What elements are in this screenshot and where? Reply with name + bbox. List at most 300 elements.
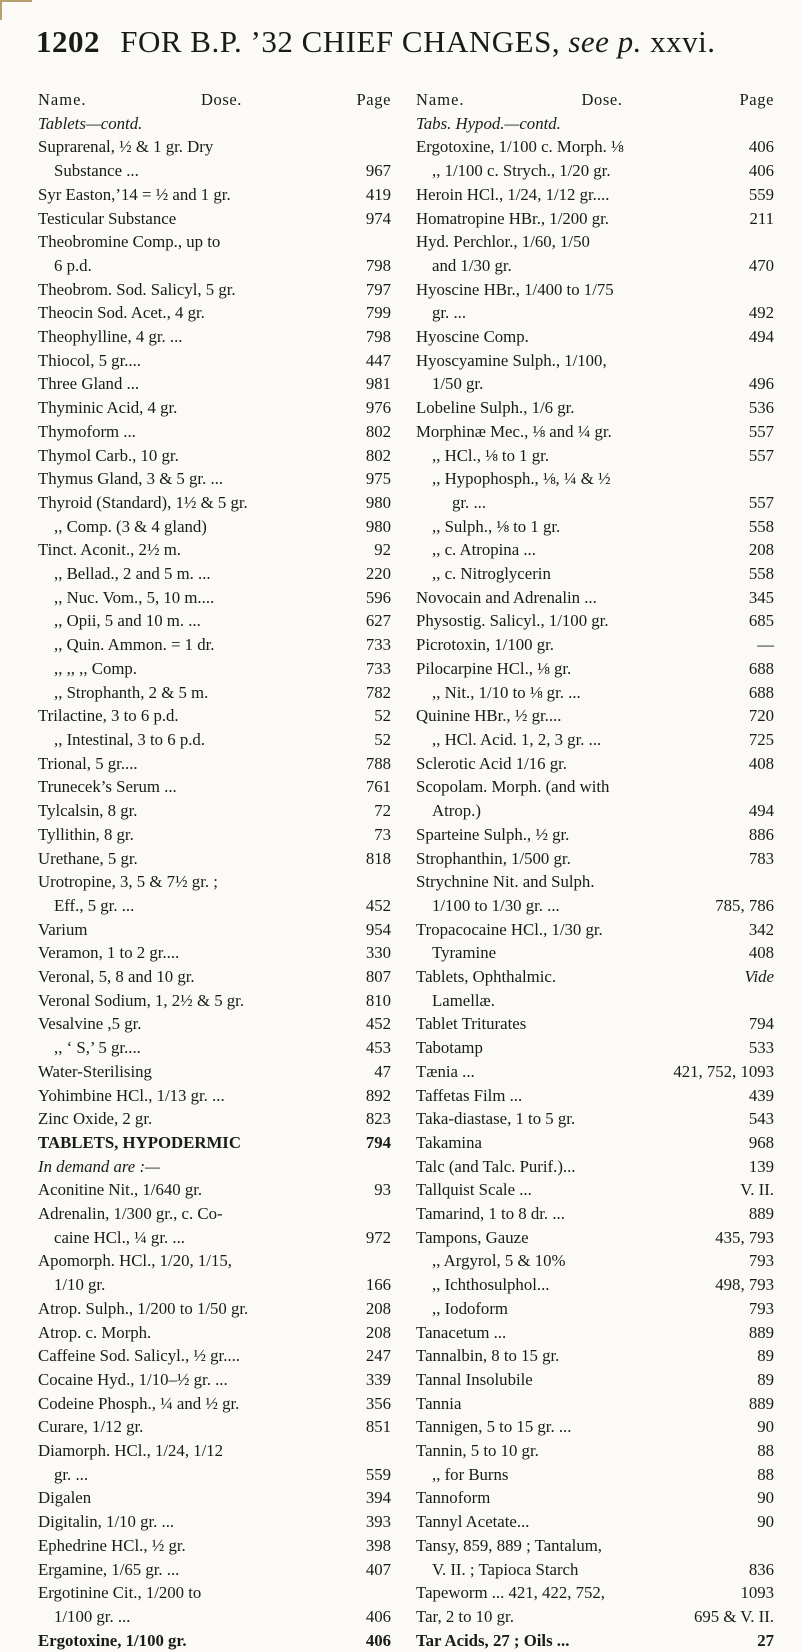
index-entry (416, 799, 774, 823)
index-entry (416, 467, 774, 491)
entry-text: Physostig. Salicyl., 1/100 gr. (416, 611, 609, 631)
index-entry (416, 989, 774, 1013)
index-entry (416, 775, 774, 799)
entry-text: Tannalbin, 8 to 15 gr. (416, 1346, 560, 1366)
index-entry (38, 586, 391, 610)
entry-leader (549, 444, 749, 468)
entry-text: gr. ... (432, 303, 467, 323)
entry-leader (138, 799, 375, 823)
entry-page: 419 (365, 184, 391, 204)
entry-page: 406 (748, 137, 774, 157)
index-entry (38, 1534, 391, 1558)
entry-page: 52 (374, 706, 391, 726)
entry-leader (211, 562, 366, 586)
entry-text: Strychnine Nit. and Sulph. (416, 872, 595, 892)
entry-text: ,, Nuc. Vom., 5, 10 m.... (54, 587, 215, 607)
entry-text: Taka-diastase, 1 to 5 gr. (416, 1109, 576, 1129)
entry-page: 339 (365, 1369, 391, 1389)
entry-leader (205, 301, 366, 325)
page-header (36, 24, 771, 60)
entry-text: Varium (38, 919, 88, 939)
entry-text: ,, Sulph., ⅛ to 1 gr. (432, 516, 561, 536)
entry-page: 89 (757, 1346, 774, 1366)
entry-leader (244, 989, 366, 1013)
entry-text: ,, for Burns (432, 1464, 509, 1484)
entry-leader (482, 1131, 749, 1155)
index-entry (416, 609, 774, 633)
entry-text: Hyd. Perchlor., 1/60, 1/50 (416, 232, 590, 252)
entry-leader (92, 254, 366, 278)
index-entry (38, 1249, 391, 1273)
entry-text: Trunecek’s Serum ... (38, 777, 177, 797)
entry-page: 72 (374, 801, 391, 821)
entry-text: Theocin Sod. Acet., 4 gr. (38, 303, 205, 323)
index-entry (38, 1155, 391, 1179)
entry-text: gr. ... (54, 1464, 89, 1484)
entry-leader (560, 515, 749, 539)
entry-leader (529, 325, 749, 349)
index-entry (416, 752, 774, 776)
entry-page: 166 (365, 1275, 391, 1295)
entry-page: 408 (748, 753, 774, 773)
entry-page: 851 (365, 1417, 391, 1437)
index-entry (38, 752, 391, 776)
entry-text: Adrenalin, 1/300 gr., c. Co- (38, 1204, 223, 1224)
entry-page: 972 (365, 1227, 391, 1247)
entry-text: Tar, 2 to 10 gr. (416, 1607, 514, 1626)
entry-text: 1/50 gr. (432, 374, 484, 394)
index-entry (416, 325, 774, 349)
entry-page: 533 (748, 1038, 774, 1058)
entry-page: 980 (365, 492, 391, 512)
entry-page: 453 (365, 1038, 391, 1058)
entry-text: Quinine HBr., ½ gr.... (416, 706, 562, 726)
entry-text: Diamorph. HCl., 1/24, 1/12 (38, 1441, 224, 1461)
entry-leader (214, 586, 366, 610)
entry-text: ,, c. Atropina ... (432, 540, 536, 560)
entry-text: Sparteine Sulph., ½ gr. (416, 824, 570, 844)
entry-text: Tablet Triturates (416, 1014, 527, 1034)
index-entry (38, 1368, 391, 1392)
entry-text: Veronal, 5, 8 and 10 gr. (38, 967, 195, 987)
entry-text: Homatropine HBr., 1/200 gr. (416, 208, 609, 228)
entry-leader (575, 1107, 749, 1131)
header-p: p. (617, 24, 642, 59)
entry-page: 543 (748, 1109, 774, 1129)
entry-text: Theobromine Comp., up to (38, 232, 221, 252)
entry-leader (138, 752, 366, 776)
entry-leader (208, 681, 366, 705)
index-entry (38, 396, 391, 420)
index-entry (416, 159, 774, 183)
entry-page: 421, 752, 1093 (673, 1061, 774, 1081)
entry-leader (136, 420, 366, 444)
entry-text: Atrop.) (432, 801, 481, 821)
entry-text: Vesalvine ,5 gr. (38, 1014, 142, 1034)
index-entry (38, 1178, 391, 1202)
entry-text: Ephedrine HCl., ½ gr. (38, 1535, 186, 1555)
entry-page: 974 (365, 208, 391, 228)
entry-leader (134, 823, 374, 847)
index-entry (38, 1084, 391, 1108)
index-entry (416, 491, 774, 515)
entry-text: Takamina (416, 1132, 482, 1152)
entry-page: 452 (365, 895, 391, 915)
entry-page: 73 (374, 824, 391, 844)
index-entry (38, 1629, 391, 1652)
index-entry (38, 1131, 391, 1155)
entry-page: 408 (748, 943, 774, 963)
entry-text: Tabs. Hypod.—contd. (416, 113, 561, 133)
entry-leader (185, 1226, 366, 1250)
entry-text: Apomorph. HCl., 1/20, 1/15, (38, 1251, 232, 1271)
index-entry (38, 1012, 391, 1036)
entry-leader (569, 1629, 757, 1652)
entry-text: Tannin, 5 to 10 gr. (416, 1441, 539, 1461)
entry-leader (88, 1463, 366, 1487)
entry-leader (508, 1297, 749, 1321)
entry-leader (565, 1202, 749, 1226)
entry-leader (87, 918, 365, 942)
entry-leader (486, 491, 749, 515)
entry-text: Tyramine (432, 943, 497, 963)
entry-leader (179, 704, 375, 728)
entry-page: 398 (365, 1535, 391, 1555)
page-number: 1202 (36, 24, 100, 59)
entry-text: Codeine Phosph., ¼ and ½ gr. (38, 1393, 240, 1413)
index-entry (38, 207, 391, 231)
entry-leader (248, 1297, 366, 1321)
index-entry (38, 823, 391, 847)
index-entry (38, 372, 391, 396)
index-entry (38, 704, 391, 728)
index-entry (416, 1131, 774, 1155)
entry-page: 886 (748, 824, 774, 844)
header-title: FOR B.P. ’32 CHIEF CHANGES, (120, 24, 561, 59)
entry-text: Ergamine, 1/65 gr. ... (38, 1559, 180, 1579)
index-entry (38, 657, 391, 681)
index-entry (416, 965, 774, 989)
entry-leader (205, 728, 374, 752)
entry-page: 823 (365, 1109, 391, 1129)
entry-leader (152, 1060, 374, 1084)
index-entry (38, 1344, 391, 1368)
entry-leader (201, 609, 366, 633)
index-entry (38, 159, 391, 183)
index-entry (38, 1060, 391, 1084)
index-entry (38, 1392, 391, 1416)
entry-text: ,, Ichthosulphol... (432, 1275, 550, 1295)
entry-text: Tropacocaine HCl., 1/30 gr. (416, 919, 603, 939)
entry-leader (576, 1155, 749, 1179)
entry-leader (611, 159, 749, 183)
entry-page: 498, 793 (715, 1275, 774, 1295)
index-entry (38, 515, 391, 539)
index-entry (38, 894, 391, 918)
header-ref: xxvi. (650, 24, 716, 59)
index-entry (38, 538, 391, 562)
entry-text: Thymoform ... (38, 421, 136, 441)
entry-text: Picrotoxin, 1/100 gr. (416, 635, 554, 655)
entry-page: 889 (748, 1204, 774, 1224)
index-entry (416, 1581, 774, 1605)
entry-leader (609, 609, 749, 633)
entry-page: 782 (365, 682, 391, 702)
entry-text: Thyroid (Standard), 1½ & 5 gr. (38, 492, 248, 512)
entry-leader (561, 704, 748, 728)
index-entry (416, 1107, 774, 1131)
entry-leader (207, 515, 366, 539)
entry-page: 725 (748, 729, 774, 749)
entry-page: 802 (365, 445, 391, 465)
entry-text: Talc (and Talc. Purif.)... (416, 1156, 576, 1176)
column-header-page: Page (739, 90, 774, 109)
index-entry (38, 230, 391, 254)
entry-page: 558 (748, 564, 774, 584)
entry-page: 557 (748, 445, 774, 465)
index-entry (38, 681, 391, 705)
index-entry (416, 941, 774, 965)
entry-text: Ergotoxine, 1/100 c. Morph. ⅛ (416, 137, 624, 157)
entry-vide: Vide (744, 967, 774, 987)
entry-leader (522, 1084, 749, 1108)
entry-page: 345 (748, 587, 774, 607)
entry-leader (526, 1012, 749, 1036)
index-entry (416, 1392, 774, 1416)
entry-text: Thiocol, 5 gr.... (38, 350, 142, 370)
entry-page: 892 (365, 1085, 391, 1105)
entry-page: 27 (757, 1630, 774, 1650)
entry-leader (177, 775, 366, 799)
index-entry (416, 372, 774, 396)
entry-leader (466, 301, 749, 325)
entry-page: 494 (748, 327, 774, 347)
index-entry (416, 278, 774, 302)
entry-text: Tinct. Aconit., 2½ m. (38, 540, 181, 560)
entry-text: ,, ,, ,, Comp. (54, 658, 137, 678)
entry-leader (603, 918, 749, 942)
entry-text: Syr Easton,’14 = ½ and 1 gr. (38, 184, 231, 204)
entry-page: 452 (365, 1014, 391, 1034)
entry-text: Three Gland ... (38, 374, 140, 394)
entry-leader (624, 135, 749, 159)
header-see: see (568, 24, 610, 59)
entry-leader (461, 1392, 748, 1416)
index-entry (416, 1486, 774, 1510)
entry-page: 139 (748, 1156, 774, 1176)
entry-page: 788 (365, 753, 391, 773)
entry-page: 88 (757, 1464, 774, 1484)
entry-page: 794 (365, 1132, 391, 1152)
index-entry (416, 1534, 774, 1558)
entry-page: 802 (365, 421, 391, 441)
entry-leader (138, 847, 366, 871)
entry-page: 799 (365, 303, 391, 323)
entry-page: 818 (365, 848, 391, 868)
entry-text: Tapeworm ... 421, 422, 752, (416, 1583, 605, 1603)
entry-leader (225, 1084, 366, 1108)
entry-text: Lamellæ. (432, 990, 495, 1010)
index-entry (416, 1012, 774, 1036)
entry-leader (514, 1605, 694, 1629)
entry-page: V. II. (740, 1180, 774, 1200)
entry-text: Thymol Carb., 10 gr. (38, 445, 179, 465)
index-entry (38, 609, 391, 633)
entry-page: 688 (748, 658, 774, 678)
index-entry (38, 562, 391, 586)
entry-text: Tar Acids, 27 ; Oils ... (416, 1630, 570, 1650)
entry-leader (179, 1558, 365, 1582)
entry-page: 558 (748, 516, 774, 536)
entry-text: Urethane, 5 gr. (38, 848, 138, 868)
entry-page: 889 (748, 1322, 774, 1342)
entry-text: ,, Argyrol, 5 & 10% (432, 1251, 566, 1271)
entry-text: 1/100 to 1/30 gr. ... (432, 895, 560, 915)
entry-text: V. II. ; Tapioca Starch (432, 1559, 579, 1579)
entry-text: ,, HCl., ⅛ to 1 gr. (432, 445, 550, 465)
entry-page: 968 (748, 1132, 774, 1152)
entry-text: Tansy, 859, 889 ; Tantalum, (416, 1535, 602, 1555)
entry-page: 439 (748, 1085, 774, 1105)
entry-page: 797 (365, 279, 391, 299)
entry-page: 688 (748, 682, 774, 702)
index-entry (38, 1202, 391, 1226)
index-entry (38, 1605, 391, 1629)
index-entry (38, 1463, 391, 1487)
entry-page: 406 (748, 161, 774, 181)
entry-page: 559 (748, 184, 774, 204)
entry-leader (574, 396, 748, 420)
entry-text: Strophanthin, 1/500 gr. (416, 848, 571, 868)
column-header-name: Name. (416, 90, 465, 109)
entry-leader (130, 1605, 365, 1629)
index-entry (38, 1439, 391, 1463)
index-entry (38, 1581, 391, 1605)
index-entry (38, 847, 391, 871)
index-entry (416, 1439, 774, 1463)
entry-text: Zinc Oxide, 2 gr. (38, 1109, 153, 1129)
entry-page: 798 (365, 255, 391, 275)
entry-page: 794 (748, 1014, 774, 1034)
index-entry (416, 1202, 774, 1226)
entry-leader (581, 681, 749, 705)
entry-leader (609, 207, 749, 231)
entry-leader (554, 633, 757, 657)
index-entry (416, 1226, 774, 1250)
index-entry (38, 775, 391, 799)
entry-page: 557 (748, 421, 774, 441)
entry-leader (536, 538, 749, 562)
entry-leader (565, 1249, 748, 1273)
entry-leader (512, 254, 749, 278)
index-entry (38, 728, 391, 752)
index-entry (416, 444, 774, 468)
index-entry (416, 1463, 774, 1487)
index-entry (38, 1510, 391, 1534)
entry-text: Tylcalsin, 8 gr. (38, 801, 138, 821)
entry-page: 720 (748, 706, 774, 726)
entry-leader (490, 1486, 757, 1510)
entry-leader (560, 894, 716, 918)
entry-text: ,, Hypophosph., ⅛, ¼ & ½ (432, 469, 611, 489)
index-entry (416, 183, 774, 207)
entry-text: Tannyl Acetate... (416, 1512, 530, 1532)
entry-leader (134, 894, 366, 918)
index-entry (416, 135, 774, 159)
index-entry (38, 278, 391, 302)
entry-leader (533, 1368, 757, 1392)
index-entry (416, 681, 774, 705)
index-entry (38, 1321, 391, 1345)
entry-text: Tannia (416, 1393, 462, 1413)
index-entry (416, 254, 774, 278)
entry-leader (239, 1392, 365, 1416)
index-entry (416, 1036, 774, 1060)
entry-text: ,, 1/100 c. Strych., 1/20 gr. (432, 161, 611, 181)
entry-page: 89 (757, 1369, 774, 1389)
entry-leader (248, 491, 366, 515)
index-entry (416, 1084, 774, 1108)
entry-leader (91, 1486, 366, 1510)
entry-text: and 1/30 gr. (432, 255, 512, 275)
entry-text: Hyoscine Comp. (416, 327, 529, 347)
index-entry (38, 491, 391, 515)
entry-leader (174, 1510, 366, 1534)
index-entry (416, 870, 774, 894)
entry-leader (228, 1368, 366, 1392)
index-entry (416, 515, 774, 539)
entry-text: Testicular Substance (38, 208, 177, 228)
left-entries (38, 112, 391, 1652)
entry-leader (569, 823, 748, 847)
entry-text: Veramon, 1 to 2 gr.... (38, 943, 180, 963)
entry-leader (231, 183, 366, 207)
entry-page: 494 (748, 801, 774, 821)
index-entry (416, 1629, 774, 1652)
entry-leader (182, 325, 365, 349)
entry-text: Hyoscyamine Sulph., 1/100, (416, 350, 607, 370)
entry-text: Thyminic Acid, 4 gr. (38, 398, 178, 418)
index-entry (38, 1036, 391, 1060)
entry-leader (605, 1581, 740, 1605)
entry-text: Digitalin, 1/10 gr. ... (38, 1512, 175, 1532)
index-entry (416, 1155, 774, 1179)
entry-page: 967 (365, 161, 391, 181)
entry-page: — (757, 635, 774, 655)
entry-text: gr. ... (452, 492, 487, 512)
index-entry (38, 301, 391, 325)
entry-text: Water-Sterilising (38, 1061, 152, 1081)
entry-page: 536 (748, 398, 774, 418)
entry-text: ,, ‘ S,’ 5 gr.... (54, 1038, 141, 1058)
entry-leader (143, 1415, 366, 1439)
entry-leader (508, 1463, 757, 1487)
index-entry (38, 1273, 391, 1297)
entry-leader (506, 1321, 749, 1345)
entry-text: Trional, 5 gr.... (38, 753, 138, 773)
index-entry (416, 633, 774, 657)
entry-page: 980 (365, 516, 391, 536)
entry-text: ,, Opii, 5 and 10 m. ... (54, 611, 201, 631)
entry-page: 733 (365, 658, 391, 678)
entry-text: Taffetas Film ... (416, 1085, 523, 1105)
entry-leader (539, 1439, 757, 1463)
index-entry (38, 349, 391, 373)
entry-page: 208 (748, 540, 774, 560)
entry-text: Cocaine Hyd., 1/10–½ gr. ... (38, 1369, 228, 1389)
entry-text: TABLETS, HYPODERMIC (38, 1132, 241, 1152)
left-column (38, 88, 391, 1652)
